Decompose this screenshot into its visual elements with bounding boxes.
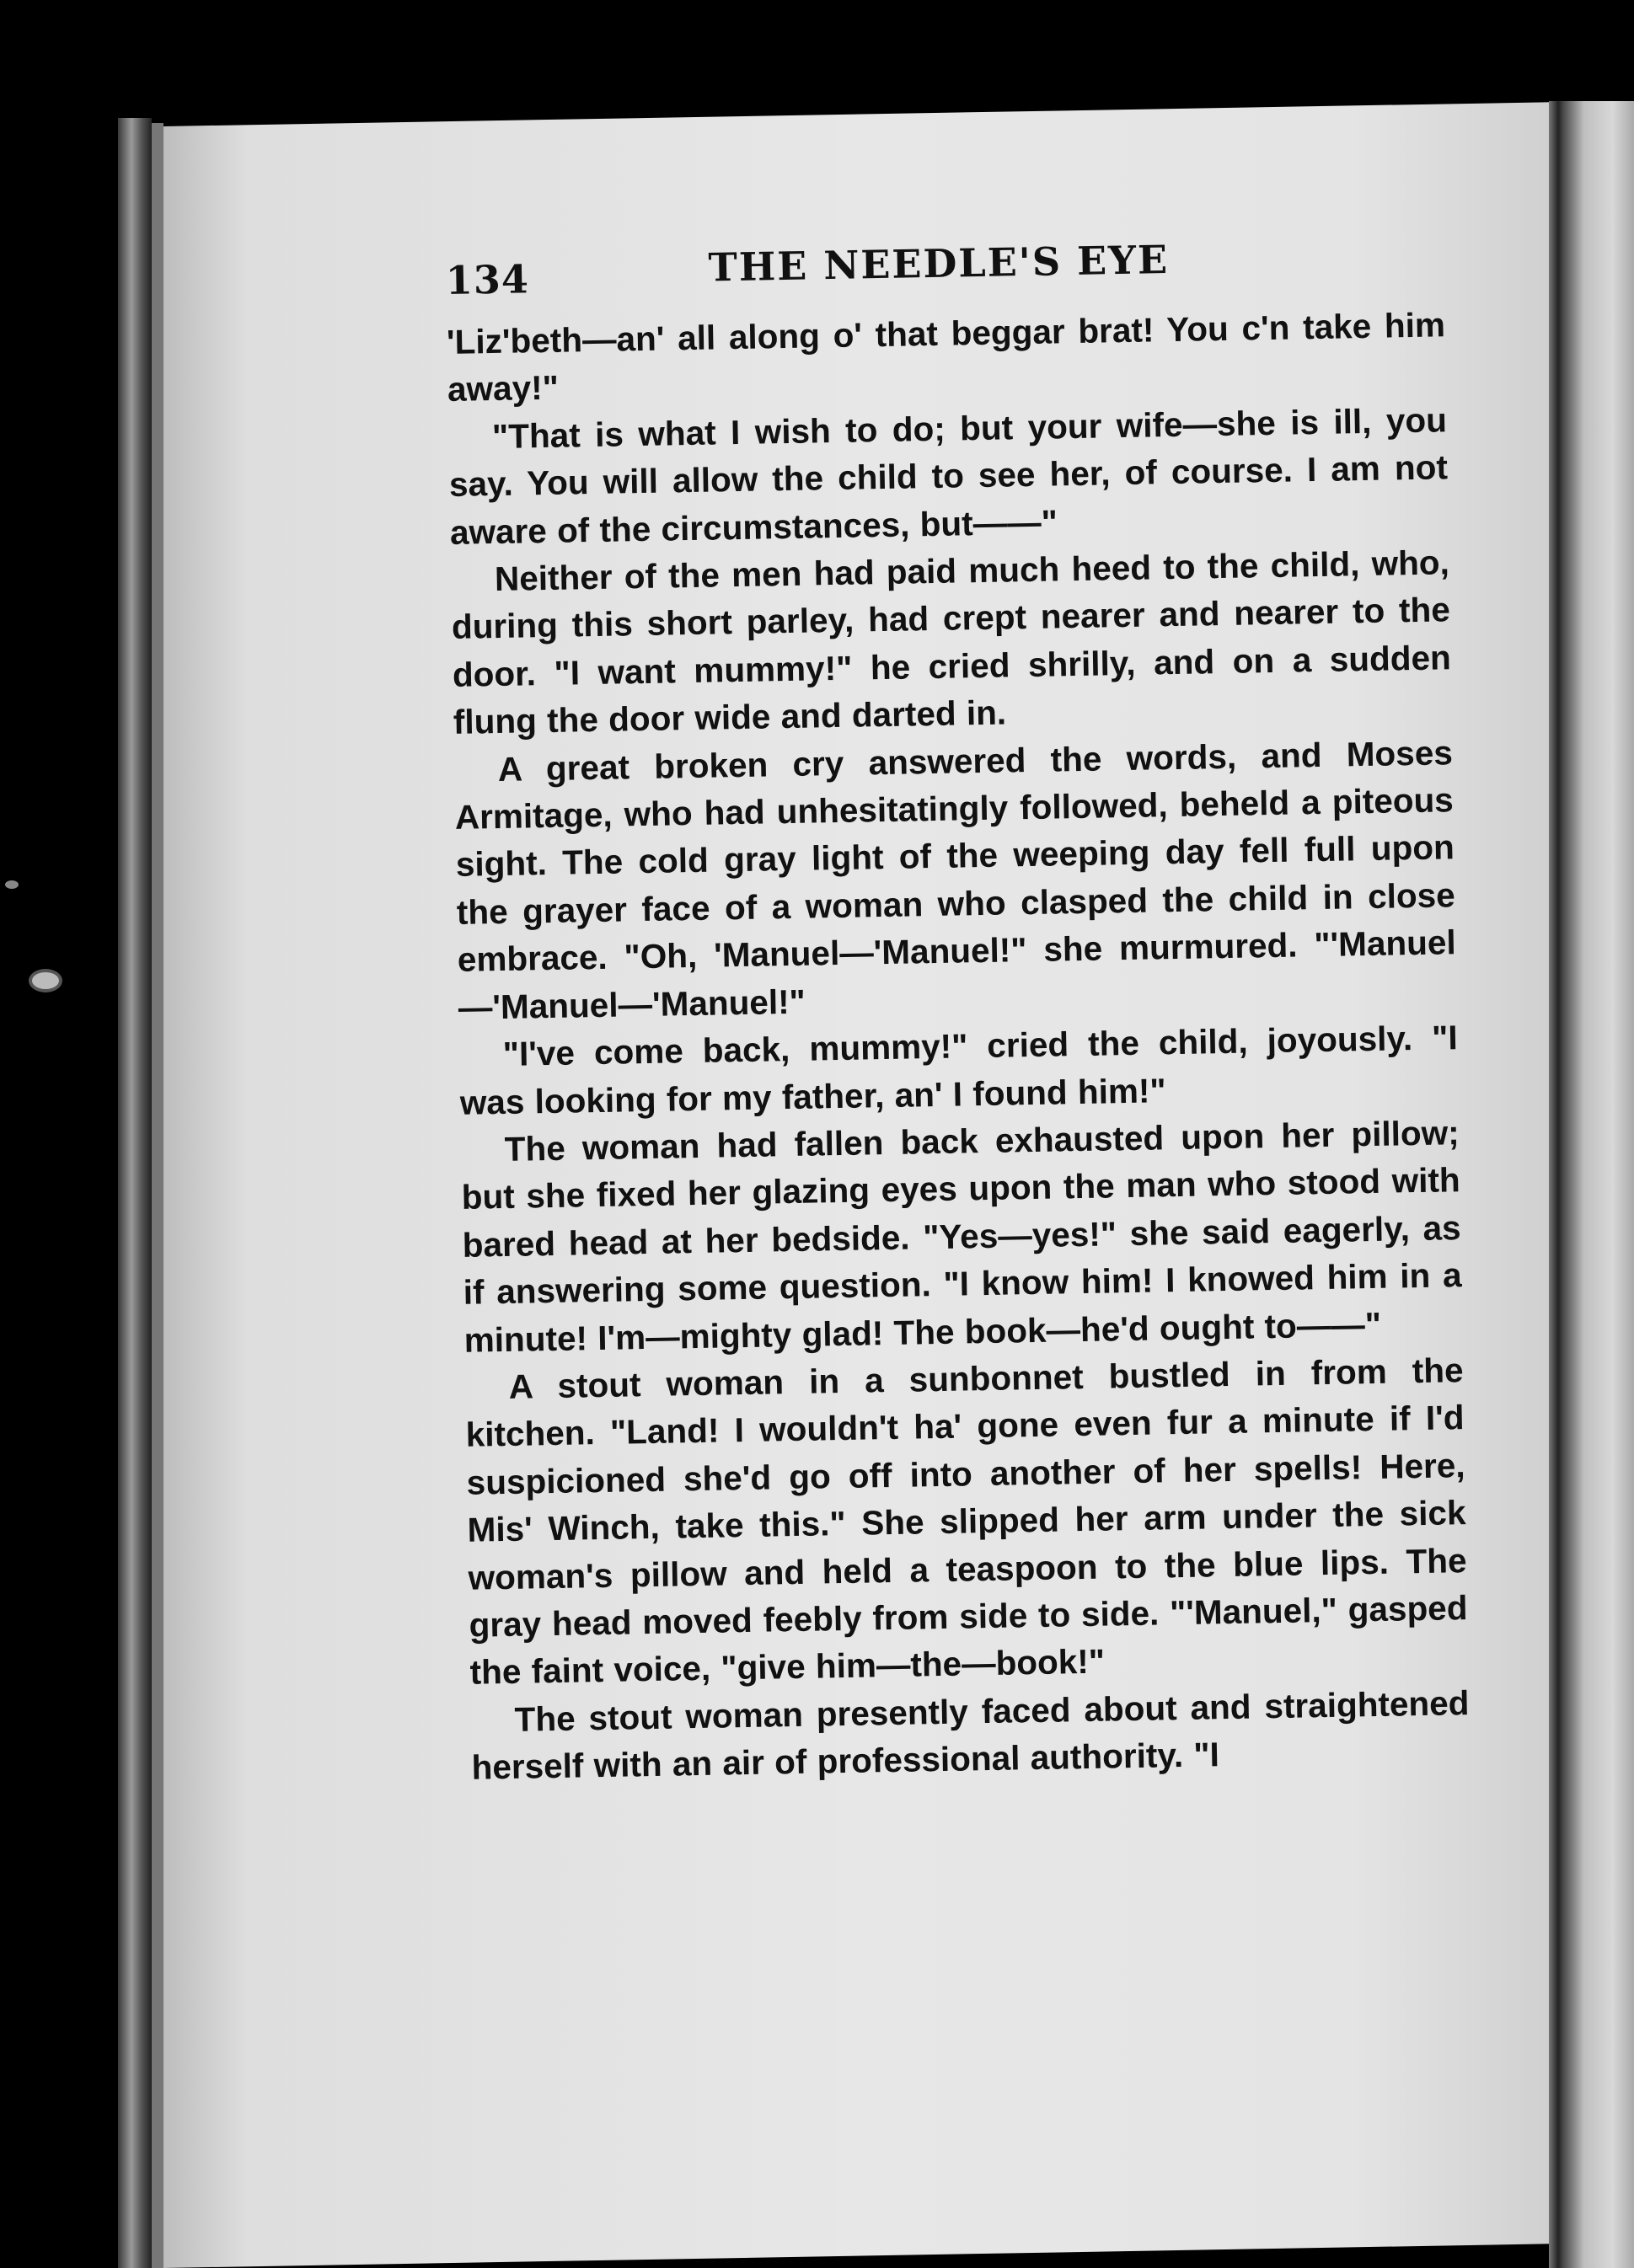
facing-page-sliver: [1562, 101, 1634, 2268]
paragraph: Neither of the men had paid much heed to the child, who, during this short parley, had crept nearer and nearer to the door. "I want mummy!" he cried shrilly, and on a sudden flung the door wide and darted in.: [451, 543, 1452, 742]
paragraph: The woman had fallen back exhausted upon her pillow; but she fixed her glazing eyes upon the man who stood with bared head at her bedside. "Yes—yes!" she said eagerly, as if answering some question. "I know him! I knowed him in a minute! I'm—mighty glad! The book—he'd ought to——": [461, 1113, 1462, 1360]
paragraph: The stout woman presently faced about and straightened herself with an air of professional authority. "I: [471, 1682, 1470, 1787]
body-text: [447, 301, 1471, 1791]
book-spine-edge: [118, 118, 152, 2268]
page-content: [445, 225, 1471, 1791]
scan-speck: [5, 880, 19, 889]
book-page-edge: [152, 123, 163, 2268]
paragraph: 'Liz'beth—an' all along o' that beggar brat! You c'n take him away!": [446, 305, 1446, 409]
page-number: 134: [445, 256, 530, 303]
paragraph: "That is what I wish to do; but your wife—she is ill, you say. You will allow the child to see her, of course. I am not aware of the circumstances, but——": [448, 400, 1449, 552]
paragraph: "I've come back, mummy!" cried the child, joyously. "I was looking for my father, an' I found him!": [459, 1018, 1459, 1122]
scan-blot: [29, 969, 62, 992]
paragraph: A great broken cry answered the words, and Moses Armitage, who had unhesitatingly followed, beheld a piteous sight. The cold gray light of the weeping day fell full upon the grayer face of a woman who clasped the child in close embrace. "Oh, 'Manuel—'Manuel!" she murmured. "'Manuel—'Manuel—'Manuel!": [454, 732, 1457, 1027]
running-head: THE NEEDLE'S EYE: [708, 237, 1170, 291]
paragraph: A stout woman in a sunbonnet bustled in from the kitchen. "Land! I wouldn't ha' gone even fur a minute if I'd suspicioned she'd go off into another of her spells! Here, Mis' Winch, take this." She slipped her arm under the sick woman's pillow and held a teaspoon to the blue lips. The gray head moved feebly from side to side. "'Manuel," gasped the faint voice, "give him—the—book!": [465, 1351, 1468, 1693]
